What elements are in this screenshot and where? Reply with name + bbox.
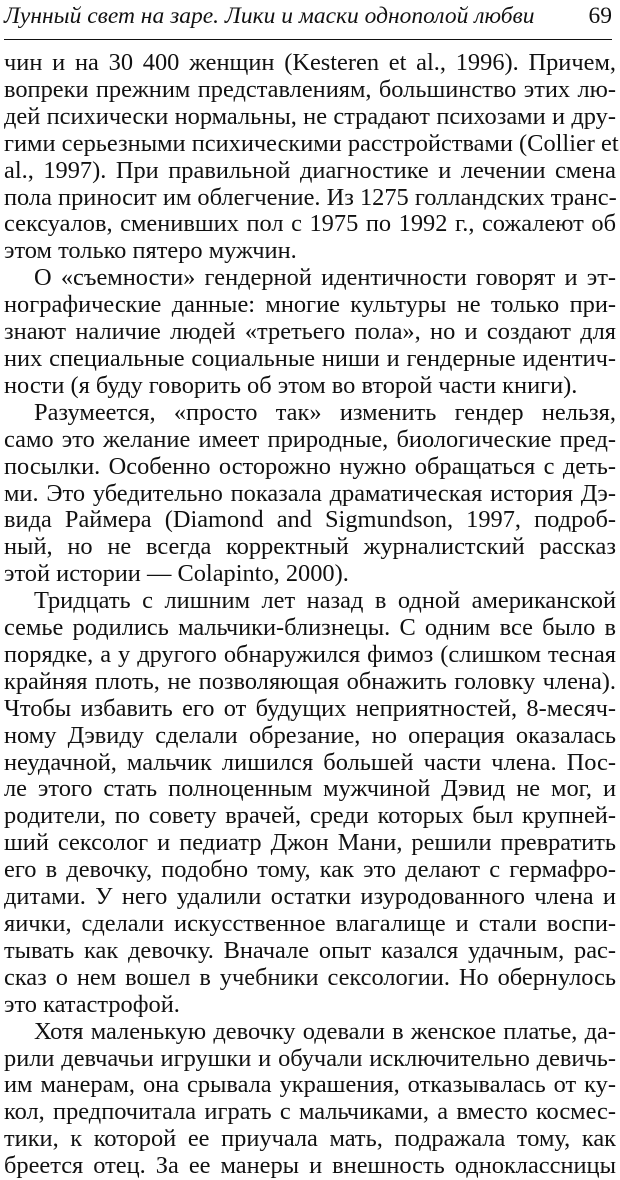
text-line: сексуалов, сменивших пол с 1975 по 1992 г., сожалеют об <box>4 210 616 238</box>
text-line: них специальные социальные ниши и гендерные идентич- <box>4 344 616 372</box>
text-line: неудачной, мальчик лишился большей части члена. Пос- <box>4 748 616 776</box>
text-line: семье родились мальчики-близнецы. С одним все было в <box>4 614 616 642</box>
paragraph <box>4 1019 616 1180</box>
body-text <box>4 49 619 1180</box>
text-line: чин и на 30 400 женщин (Kesteren et al., 1996). Причем, <box>4 49 616 76</box>
text-line: Чтобы избавить его от будущих неприятностей, 8-месяч- <box>4 694 616 722</box>
text-line: яички, сделали искусственное влагалище и стали воспи- <box>4 910 616 937</box>
running-title: Лунный свет на заре. Лики и маски однополой любви <box>4 3 535 29</box>
paragraph <box>4 49 619 265</box>
text-line: ле этого стать полноценным мужчиной Дэвид не мог, и <box>4 775 616 803</box>
text-line: дитами. У него удалили остатки изуродованного члена и <box>4 883 616 911</box>
text-line: крайняя плоть, не позволяющая обнажить головку члена). <box>4 667 616 695</box>
text-line: вопреки прежним представлениям, большинство этих лю- <box>4 75 616 103</box>
paragraph <box>4 400 616 588</box>
text-line: кол, предпочитала играть с мальчиками, а вместо космес- <box>4 1098 616 1126</box>
paragraph <box>4 588 616 1019</box>
text-line: порядке, а у другого обнаружился фимоз (слишком тесная <box>4 640 616 668</box>
text-line: Тридцать с лишним лет назад в одной американской <box>34 587 616 615</box>
text-line: ный, но не всегда корректный журналистский рассказ <box>4 533 616 561</box>
text-line: само это желание имеет природные, биологические пред- <box>4 425 616 453</box>
text-line: ности (я буду говорить об этом во второй части книги). <box>4 371 578 399</box>
text-line: сказ о нем вошел в учебники сексологии. Но обернулось <box>4 963 616 991</box>
text-line: нографические данные: многие культуры не только при- <box>4 291 616 319</box>
text-line: его в девочку, подобно тому, как это делают с гермафро- <box>4 856 616 884</box>
text-line: дей психически нормальны, не страдают психозами и дру- <box>4 102 616 130</box>
text-line: вида Раймера (Diamond and Sigmundson, 1997, подроб- <box>4 506 616 534</box>
text-line: знают наличие людей «третьего пола», но и создают для <box>4 318 616 346</box>
text-line: ному Дэвиду сделали обрезание, но операция оказалась <box>4 721 616 749</box>
running-head <box>4 2 616 32</box>
text-line: родители, по совету врачей, среди которых был крупней- <box>4 802 616 830</box>
text-line: им манерам, она срывала украшения, отказывалась от ку- <box>4 1071 616 1099</box>
text-line: тики, к которой ее приучала мать, подражала тому, как <box>4 1125 616 1153</box>
text-line: ший сексолог и педиатр Джон Мани, решили превратить <box>4 829 616 857</box>
header-divider <box>4 39 612 40</box>
text-line: Разумеется, «просто так» изменить гендер нельзя, <box>34 398 616 426</box>
text-line: рили девчачьи игрушки и обучали исключительно девичь- <box>4 1044 616 1072</box>
text-line: этом только пятеро мужчин. <box>4 237 297 265</box>
text-line: гими серьезными психическими расстройствами (Collier et <box>4 129 619 157</box>
text-line: al., 1997). При правильной диагностике и лечении смена <box>4 156 616 184</box>
text-line: бреется отец. За ее манеры и внешность одноклассницы <box>4 1152 616 1180</box>
text-line: этой истории — Colapinto, 2000). <box>4 560 349 588</box>
text-line: ми. Это убедительно показала драматическая история Дэ- <box>4 479 616 507</box>
text-line: посылки. Особенно осторожно нужно обращаться с деть- <box>4 452 616 480</box>
text-line: это катастрофой. <box>4 990 180 1018</box>
page-number: 69 <box>588 3 612 29</box>
paragraph <box>4 265 616 400</box>
text-line: пола приносит им облегчение. Из 1275 голландских транс- <box>4 183 617 211</box>
text-line: О «съемности» гендерной идентичности говорят и эт- <box>34 264 616 292</box>
text-line: тывать как девочку. Вначале опыт казался удачным, рас- <box>4 936 616 964</box>
text-line: Хотя маленькую девочку одевали в женское платье, да- <box>34 1017 616 1045</box>
